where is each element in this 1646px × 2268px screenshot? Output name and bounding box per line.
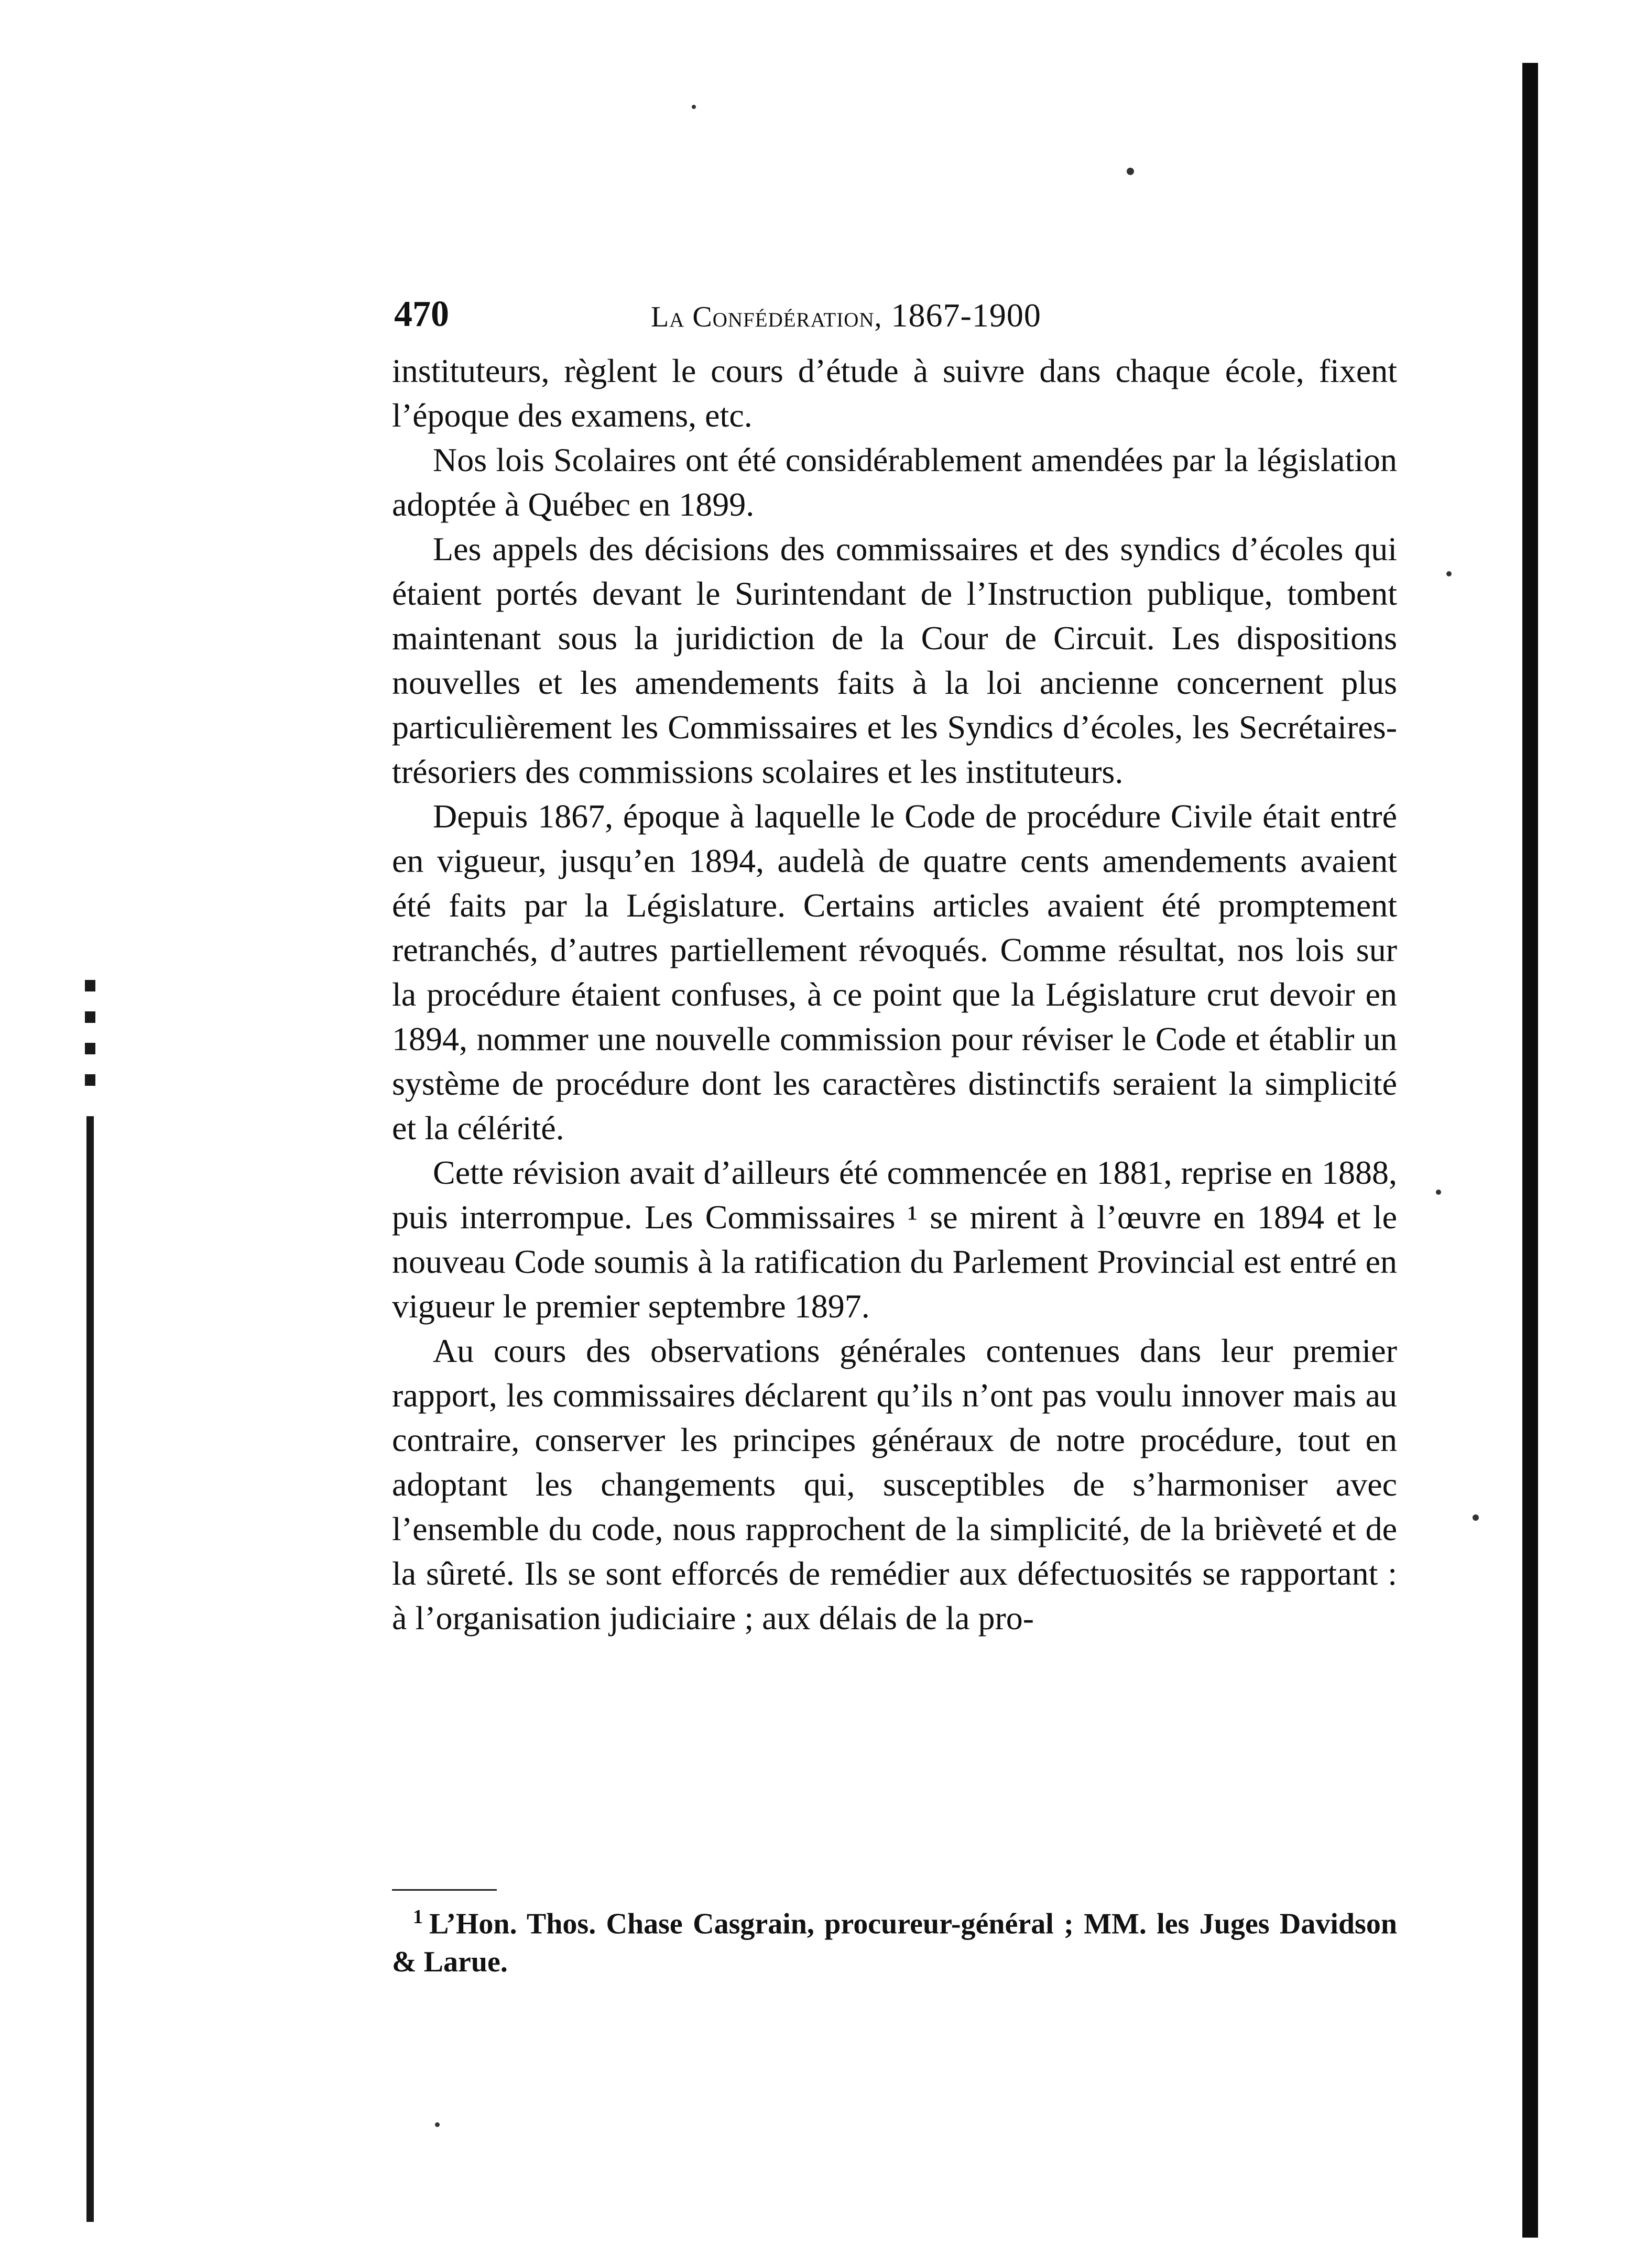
paragraph: instituteurs, règlent le cours d’étude à suivre dans chaque école, fixent l’époque des examens, etc. — [392, 352, 1397, 434]
edge-mark — [85, 1011, 95, 1023]
scan-speck — [692, 105, 696, 109]
scan-speck — [1446, 571, 1452, 576]
paragraph: Nos lois Scolaires ont été considérablement amendées par la législation adoptée à Québec en 1899. — [392, 441, 1397, 523]
page-edge-left — [86, 1116, 94, 2222]
page-number: 470 — [394, 294, 449, 334]
footnote-mark: 1 — [413, 1906, 423, 1928]
edge-mark — [85, 1043, 95, 1054]
body-text — [392, 348, 1397, 1640]
paragraph: Au cours des observations générales contenues dans leur premier rapport, les commissaires déclarent qu’ils n’ont pas voulu innover mais au contraire, conserver les principes généraux de notre procédure, tout en adoptant les changements qui, susceptibles de s’harmoniser avec l’ensemble du code, nous rapprochent de la simplicité, de la brièveté et de la sûreté. Ils se sont efforcés de remédier aux défectuosités se rapportant : à l’organisation judiciaire ; aux délais de la pro- — [392, 1332, 1397, 1637]
scan-speck — [1436, 1190, 1441, 1195]
scan-speck — [435, 2122, 440, 2127]
footnote-text: L’Hon. Thos. Chase Casgrain, procureur-général ; MM. les Juges Davidson & Larue. — [392, 1907, 1397, 1978]
page-header — [394, 293, 1416, 346]
running-title-main: La Confédération, — [651, 301, 882, 333]
running-title — [651, 296, 1041, 335]
footnote — [392, 1898, 1397, 1981]
paragraph: Depuis 1867, époque à laquelle le Code de procédure Civile était entré en vigueur, jusqu’en 1894, audelà de quatre cents amendements avaient été faits par la Législature. Certains articles avaient été promptement retranchés, d’autres partiellement révoqués. Comme résultat, nos lois sur la procédure étaient confuses, à ce point que la Législature crut devoir en 1894, nommer une nouvelle commission pour réviser le Code et établir un système de procédure dont les caractères distinctifs seraient la simplicité et la célérité. — [392, 798, 1397, 1147]
footnote-divider — [392, 1889, 497, 1891]
scan-speck — [1127, 168, 1134, 175]
edge-mark — [85, 1074, 95, 1086]
page-edge-right — [1522, 63, 1538, 2238]
running-title-years: 1867-1900 — [891, 297, 1041, 334]
edge-mark — [85, 980, 95, 991]
paragraph: Cette révision avait d’ailleurs été commencée en 1881, reprise en 1888, puis interrompue. Les Commissaires ¹ se mirent à l’œuvre en 1894 et le nouveau Code soumis à la ratification du Parlement Provincial est entré en vigueur le premier septembre 1897. — [392, 1154, 1397, 1325]
scan-speck — [1473, 1514, 1479, 1521]
paragraph: Les appels des décisions des commissaires et des syndics d’écoles qui étaient portés devant le Surintendant de l’Instruction publique, tombent maintenant sous la juridiction de la Cour de Circuit. Les dispositions nouvelles et les amendements faits à la loi ancienne concernent plus particulièrement les Commissaires et les Syndics d’écoles, les Secrétaires-trésoriers des commissions scolaires et les instituteurs. — [392, 530, 1397, 790]
